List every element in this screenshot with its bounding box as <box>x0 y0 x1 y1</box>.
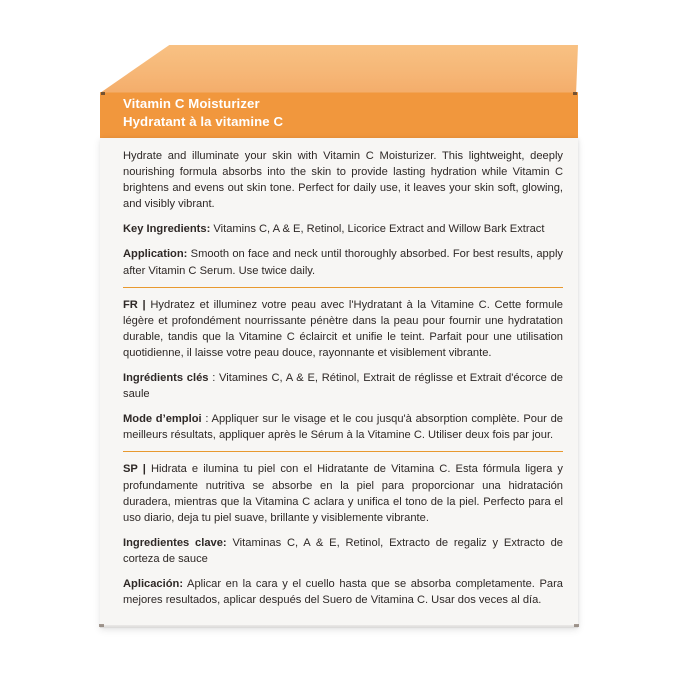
english-description: Hydrate and illuminate your skin with Vitamin C Moisturizer. This lightweight, deeply nourishing formula absorbs into the skin to provide lasting hydration while Vitamin C brightens and evens out skin tone. Perfect for daily use, it leaves your skin soft, glowing, and visibly vibrant. <box>123 150 563 211</box>
divider-english-french <box>123 287 563 288</box>
english-application <box>123 246 563 278</box>
french-ingredients <box>123 370 563 402</box>
lid-corner-nick-left <box>101 92 105 95</box>
spanish-ingredients-label: Ingredientes clave: <box>123 536 227 549</box>
box-lid-top-face <box>100 45 578 93</box>
lid-corner-nick-right <box>573 92 577 95</box>
divider-french-spanish <box>123 451 563 452</box>
french-ingredients-label: Ingrédients clés <box>123 372 213 385</box>
english-ingredients-text: Vitamins C, A & E, Retinol, Licorice Extract and Willow Bark Extract <box>210 223 545 236</box>
spanish-application-label: Aplicación: <box>123 577 184 590</box>
spanish-application-text: Aplicar en la cara y el cuello hasta que se absorba completamente. Para mejores resultados, aplicar después del Suero de Vitamina C. Usar dos veces al día. <box>123 577 563 607</box>
english-ingredients-label: Key Ingredients: <box>123 223 211 236</box>
spanish-description-text: Hidrata e ilumina tu piel con el Hidratante de Vitamina C. Esta fórmula ligera y profundamente nutritiva se absorbe en la piel para proporcionar una hidratación duradera, mientras que la Vitamina C aclara y unifica el tono de la piel. Perfecto para el uso diario, deja tu piel suave, brillante y visiblemente vibrante. <box>123 463 563 524</box>
body-corner-nick-right <box>574 624 579 627</box>
french-description <box>123 297 563 361</box>
package-copy <box>123 148 563 608</box>
french-description-text: Hydratez et illuminez votre peau avec l'Hydratant à la Vitamine C. Cette formule légère et profondément nourrissante pénètre dans la peau pour fournir une hydratation durable, tandis que la Vitamine C éclaircit et unifie le teint. Parfait pour une utilisation quotidienne, il laisse votre peau douce, rayonnante et visiblement vibrante. <box>123 298 563 359</box>
french-application-text: : Appliquer sur le visage et le cou jusqu'à absorption complète. Pour de meilleurs résultats, appliquer après le Sérum à la Vitamine C. Utiliser deux fois par jour. <box>123 413 563 442</box>
product-title-french: Hydratant à la vitamine C <box>123 113 284 129</box>
product-title-english: Vitamin C Moisturizer <box>123 96 260 111</box>
body-corner-nick-left <box>99 624 104 627</box>
spanish-description <box>123 461 563 525</box>
spanish-ingredients-text: Vitaminas C, A & E, Retinol, Extracto de regaliz y Extracto de corteza de sauce <box>123 536 563 565</box>
product-title-group <box>123 95 563 130</box>
english-application-label: Application: <box>123 248 188 261</box>
french-ingredients-text: : Vitamines C, A & E, Rétinol, Extrait de réglisse et Extrait d'écorce de saule <box>123 372 563 401</box>
section-english <box>123 148 563 279</box>
french-application <box>123 411 563 443</box>
section-french <box>123 297 563 444</box>
spanish-language-tag: SP | <box>123 463 151 476</box>
english-application-text: Smooth on face and neck until thoroughly absorbed. For best results, apply after Vitamin C Serum. Use twice daily. <box>123 248 563 277</box>
english-ingredients <box>123 221 563 237</box>
spanish-ingredients <box>123 535 563 567</box>
french-language-tag: FR | <box>123 298 151 311</box>
french-application-label: Mode d’emploi <box>123 413 206 426</box>
section-spanish <box>123 461 563 608</box>
spanish-application <box>123 576 563 608</box>
